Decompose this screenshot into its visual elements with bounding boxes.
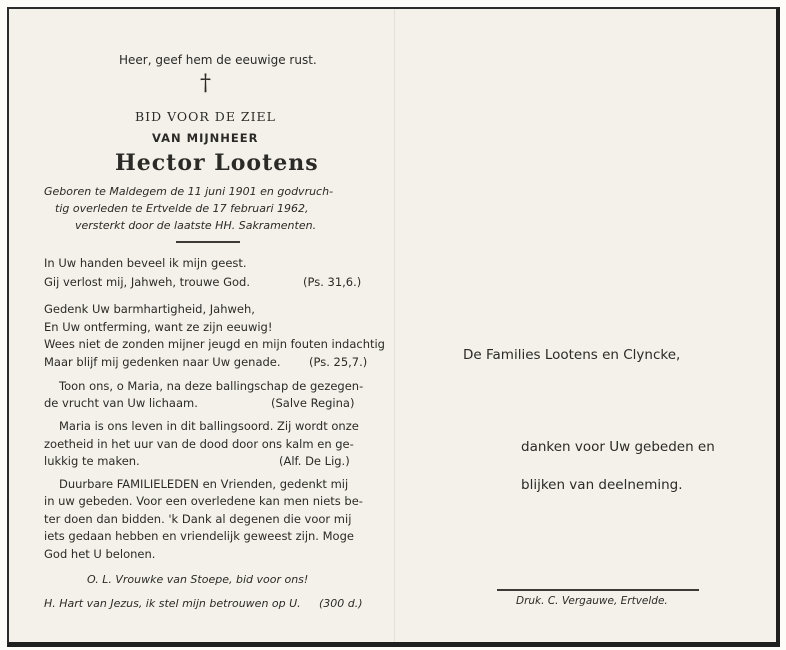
memorial-card [7, 7, 780, 647]
bid-voor-de-ziel: BID VOOR DE ZIEL [135, 109, 276, 124]
psalm25-line: Gedenk Uw barmhartigheid, Jahweh, [44, 302, 255, 316]
birth-line: Geboren te Maldegem de 11 juni 1901 en godvruch- [44, 185, 334, 198]
maria-ref: (Alf. De Lig.) [279, 454, 350, 468]
family-line: God het U belonen. [44, 547, 156, 561]
psalm25-line: En Uw ontferming, want ze zijn eeuwig! [44, 320, 273, 334]
salve-ref: (Salve Regina) [271, 396, 355, 410]
psalm25-ref: (Ps. 25,7.) [309, 355, 368, 369]
birth-line: tig overleden te Ertvelde de 17 februari 1962, [55, 202, 309, 215]
deceased-name: Hector Lootens [115, 150, 319, 176]
stoepe-prayer: O. L. Vrouwke van Stoepe, bid voor ons! [87, 573, 309, 586]
sacred-heart-prayer: H. Hart van Jezus, ik stel mijn betrouwen op U. [44, 597, 301, 610]
birth-line: versterkt door de laatste HH. Sakramenten. [75, 219, 317, 232]
salve-line: de vrucht van Uw lichaam. [44, 396, 198, 410]
salve-line: Toon ons, o Maria, na deze ballingschap de gezegen- [59, 379, 364, 393]
thanks-line: danken voor Uw gebeden en [521, 439, 715, 455]
psalm25-line: Wees niet de zonden mijner jeugd en mijn fouten indachtig [44, 337, 385, 351]
psalm31-ref: (Ps. 31,6.) [303, 275, 362, 289]
family-line: iets gedaan hebben en vriendelijk geweest zijn. Moge [44, 529, 354, 543]
family-line: Duurbare FAMILIELEDEN en Vrienden, gedenkt mij [59, 477, 349, 491]
maria-line: zoetheid in het uur van de dood door ons kalm en ge- [44, 437, 354, 451]
van-mijnheer: VAN MIJNHEER [152, 131, 259, 145]
card-fold [394, 9, 395, 642]
maria-line: Maria is ons leven in dit ballingsoord. Zij wordt onze [59, 419, 359, 433]
psalm31-line: In Uw handen beveel ik mijn geest. [44, 256, 247, 270]
cross-icon: † [200, 71, 211, 96]
family-line: ter doen dan bidden. 'k Dank al degenen die voor mij [44, 512, 352, 526]
families-line: De Families Lootens en Clyncke, [463, 347, 681, 363]
indulgence-ref: (300 d.) [319, 597, 363, 610]
divider [176, 241, 240, 243]
prayer-rest: Heer, geef hem de eeuwige rust. [119, 53, 317, 67]
maria-line: lukkig te maken. [44, 454, 140, 468]
printer-divider [497, 589, 699, 591]
psalm25-line: Maar blijf mij gedenken naar Uw genade. [44, 355, 281, 369]
family-line: in uw gebeden. Voor een overledene kan men niets be- [44, 494, 363, 508]
printer-credit: Druk. C. Vergauwe, Ertvelde. [516, 595, 668, 607]
thanks-line: blijken van deelneming. [521, 477, 683, 493]
psalm31-line: Gij verlost mij, Jahweh, trouwe God. [44, 275, 251, 289]
